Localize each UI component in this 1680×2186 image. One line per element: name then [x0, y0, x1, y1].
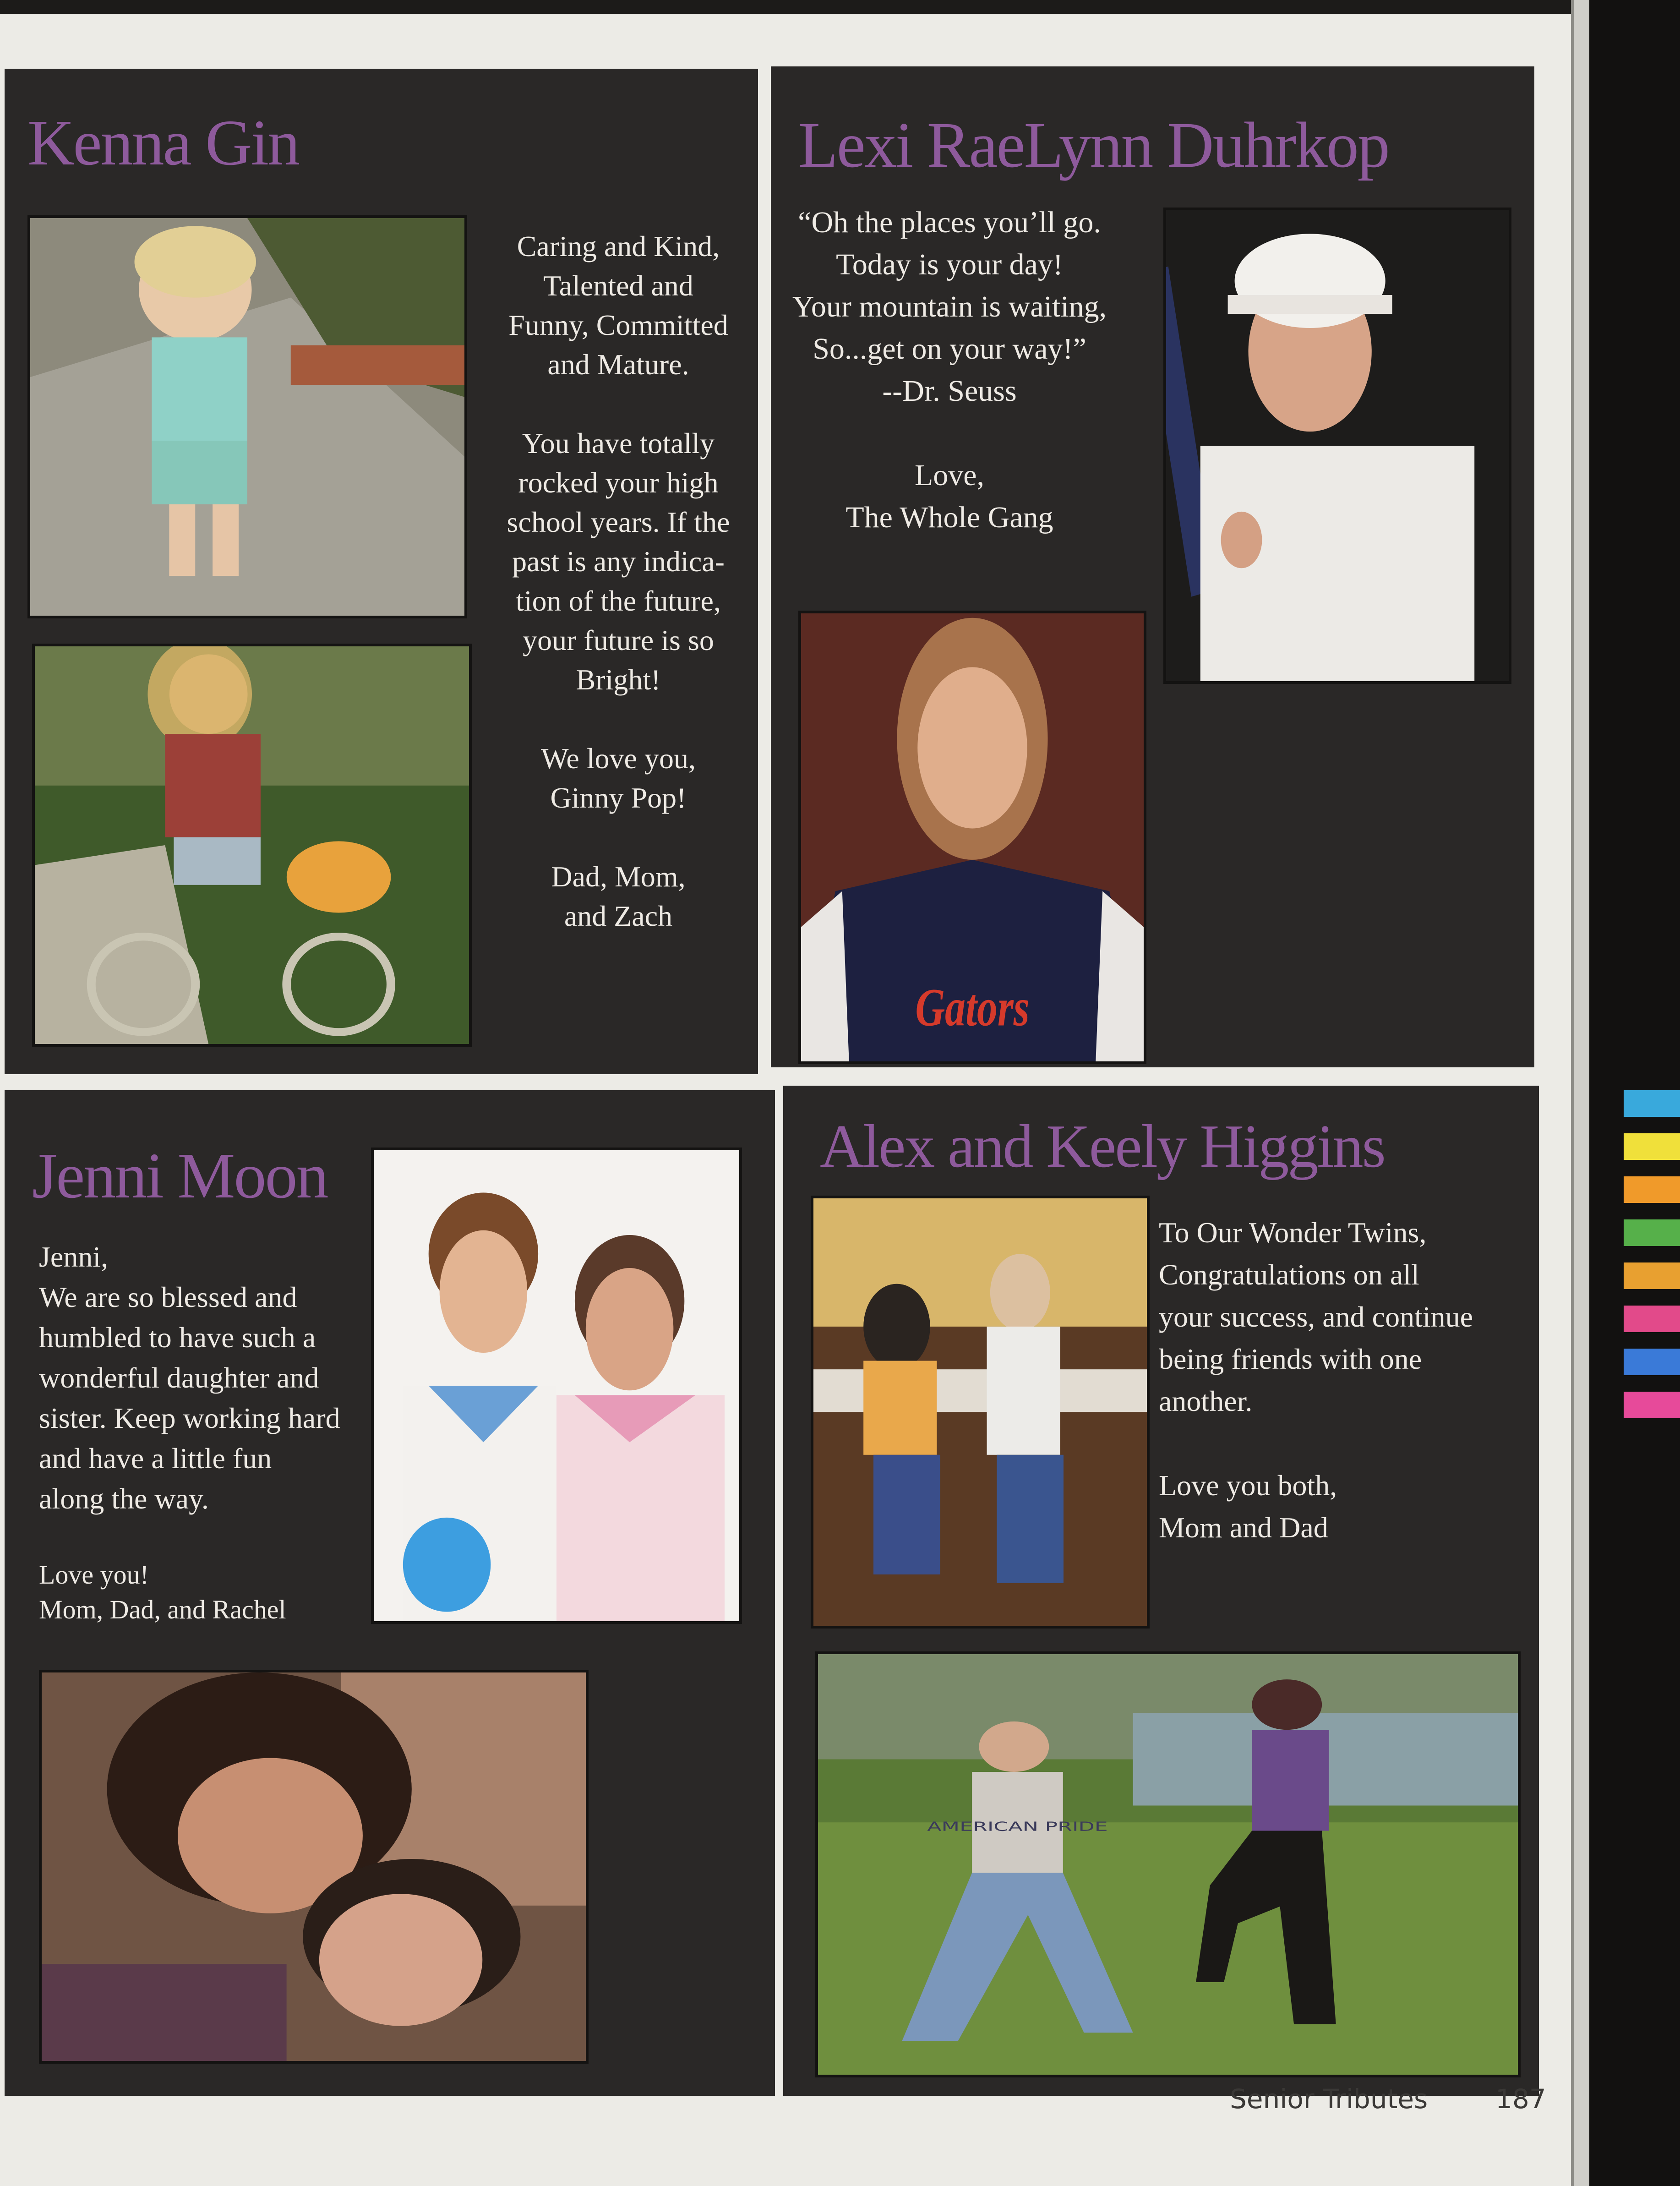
tribute-message: Caring and Kind, Talented and Funny, Committed and Mature. You have totally rocked your high school years. If the past is any indica- tion of the future, your future is so Bright! We love you, Ginny Pop! Dad, Mom, and Zach [507, 230, 730, 932]
edge-color-tabs [1624, 1090, 1680, 1435]
page-number: 187 [1495, 2083, 1546, 2115]
photo-bicycle [32, 644, 472, 1047]
tribute-message: Jenni, We are so blessed and humbled to have such a wonderful daughter and sister. Keep working hard and have a little fun along the way. [39, 1241, 340, 1515]
edge-tab [1624, 1133, 1680, 1160]
tribute-panel-higgins [783, 1086, 1539, 2096]
tribute-signoff: Love you! Mom, Dad, and Rachel [39, 1560, 286, 1624]
edge-tab [1624, 1176, 1680, 1203]
photo-sisters-selfie [39, 1670, 589, 2064]
edge-tab [1624, 1349, 1680, 1375]
photo-twins-kitchen [811, 1196, 1150, 1629]
photo-softball [798, 611, 1146, 1064]
photo-twins-outdoor [815, 1651, 1521, 2077]
tribute-name: Alex and Keely Higgins [820, 1112, 1385, 1180]
photo-sisters-childhood [371, 1148, 742, 1624]
edge-tab [1624, 1090, 1680, 1117]
tribute-name: Lexi RaeLynn Duhrkop [798, 109, 1389, 181]
tribute-panel-lexi [771, 66, 1534, 1067]
edge-tab [1624, 1219, 1680, 1246]
edge-tab [1624, 1262, 1680, 1289]
jersey-text: Gators [915, 978, 1030, 1038]
photo-toddler [27, 215, 467, 618]
page-top-shadow [0, 0, 1680, 14]
shirt-text: AMERICAN PRIDE [927, 1819, 1108, 1834]
section-title: Senior Tributes [1230, 2083, 1428, 2115]
edge-tab [1624, 1306, 1680, 1332]
tribute-message: “Oh the places you’ll go. Today is your day! Your mountain is waiting, So...get on your way!” --Dr. Seuss Love, The Whole Gang [792, 206, 1107, 534]
tribute-panel-jenni [5, 1090, 775, 2096]
tribute-message: To Our Wonder Twins, Congratulations on all your success, and continue being friends with one another. Love you both, Mom and Dad [1159, 1216, 1473, 1544]
tribute-name: Kenna Gin [27, 106, 299, 179]
edge-tab [1624, 1392, 1680, 1418]
photo-batter [1163, 208, 1511, 684]
tribute-name: Jenni Moon [32, 1139, 327, 1212]
tribute-panel-kenna [5, 69, 758, 1074]
